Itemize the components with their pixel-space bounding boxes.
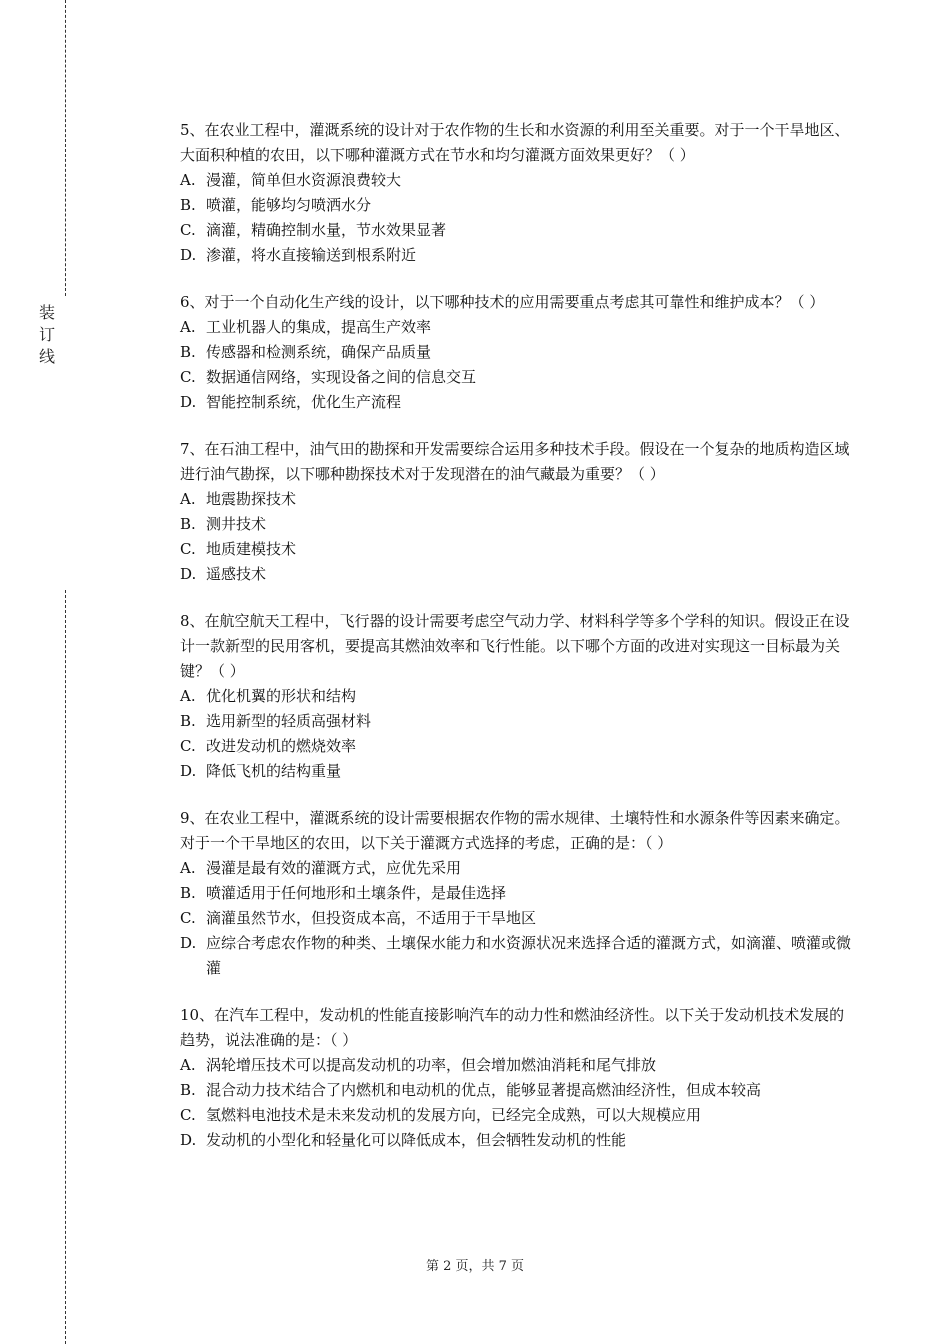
option-c <box>180 906 852 931</box>
binding-label-char: 线 <box>38 347 55 366</box>
option-letter: C. <box>180 737 196 755</box>
option-b <box>180 193 852 218</box>
option-text: 喷灌适用于任何地形和土壤条件，是最佳选择 <box>206 884 507 902</box>
option-d <box>180 759 852 784</box>
option-a <box>180 684 852 709</box>
option-letter: C. <box>180 1106 196 1124</box>
question-stem: 9、在农业工程中，灌溉系统的设计需要根据农作物的需水规律、土壤特性和水源条件等因素来确定。对于一个干旱地区的农田，以下关于灌溉方式选择的考虑，正确的是：（ ） <box>180 809 850 852</box>
option-letter: A. <box>180 687 196 705</box>
option-letter: A. <box>180 1056 196 1074</box>
option-text: 氢燃料电池技术是未来发动机的发展方向，已经完全成熟，可以大规模应用 <box>206 1106 702 1124</box>
option-b <box>180 512 852 537</box>
option-letter: A. <box>180 171 196 189</box>
option-text: 选用新型的轻质高强材料 <box>206 712 372 730</box>
option-letter: D. <box>180 393 197 411</box>
option-letter: D. <box>180 762 197 780</box>
page-footer <box>0 1258 950 1276</box>
option-text: 地震勘探技术 <box>206 490 297 508</box>
question-6 <box>180 290 852 415</box>
option-text: 降低飞机的结构重量 <box>206 762 342 780</box>
option-letter: B. <box>180 712 196 730</box>
binding-label-char: 订 <box>38 325 55 344</box>
option-letter: A. <box>180 490 196 508</box>
option-c <box>180 365 852 390</box>
option-text: 传感器和检测系统，确保产品质量 <box>206 343 432 361</box>
option-b <box>180 1078 852 1103</box>
question-9 <box>180 806 852 981</box>
question-7 <box>180 437 852 587</box>
question-stem: 10、在汽车工程中，发动机的性能直接影响汽车的动力性和燃油经济性。以下关于发动机技术发展的趋势，说法准确的是：（ ） <box>180 1006 845 1049</box>
option-letter: C. <box>180 909 196 927</box>
question-stem: 7、在石油工程中，油气田的勘探和开发需要综合运用多种技术手段。假设在一个复杂的地质构造区域进行油气勘探，以下哪种勘探技术对于发现潜在的油气藏最为重要？（ ） <box>180 440 850 483</box>
option-d <box>180 931 852 981</box>
option-letter: B. <box>180 1081 196 1099</box>
question-8 <box>180 609 852 784</box>
option-b <box>180 881 852 906</box>
option-a <box>180 1053 852 1078</box>
option-a <box>180 856 852 881</box>
option-letter: C. <box>180 540 196 558</box>
option-d <box>180 390 852 415</box>
option-text: 渗灌，将水直接输送到根系附近 <box>206 246 417 264</box>
option-a <box>180 487 852 512</box>
option-c <box>180 1103 852 1128</box>
option-text: 智能控制系统，优化生产流程 <box>206 393 402 411</box>
binding-dashed-line-top <box>65 0 66 296</box>
question-5 <box>180 118 852 268</box>
option-letter: C. <box>180 368 196 386</box>
option-text: 混合动力技术结合了内燃机和电动机的优点，能够显著提高燃油经济性，但成本较高 <box>206 1081 762 1099</box>
option-c <box>180 537 852 562</box>
option-b <box>180 709 852 734</box>
option-a <box>180 315 852 340</box>
option-letter: D. <box>180 1131 197 1149</box>
question-stem: 5、在农业工程中，灌溉系统的设计对于农作物的生长和水资源的利用至关重要。对于一个干旱地区、大面积种植的农田，以下哪种灌溉方式在节水和均匀灌溉方面效果更好？（ ） <box>180 121 850 164</box>
option-letter: B. <box>180 343 196 361</box>
binding-label-char: 装 <box>38 303 55 322</box>
option-letter: B. <box>180 884 196 902</box>
option-text: 测井技术 <box>206 515 267 533</box>
option-text: 涡轮增压技术可以提高发动机的功率，但会增加燃油消耗和尾气排放 <box>206 1056 657 1074</box>
option-d <box>180 1128 852 1153</box>
option-text: 应综合考虑农作物的种类、土壤保水能力和水资源状况来选择合适的灌溉方式，如滴灌、喷灌或微灌 <box>206 934 852 977</box>
option-text: 数据通信网络，实现设备之间的信息交互 <box>206 368 477 386</box>
option-text: 滴灌，精确控制水量，节水效果显著 <box>206 221 447 239</box>
option-c <box>180 218 852 243</box>
option-letter: A. <box>180 318 196 336</box>
question-list <box>180 118 852 1175</box>
option-a <box>180 168 852 193</box>
question-10 <box>180 1003 852 1153</box>
option-letter: C. <box>180 221 196 239</box>
question-stem: 8、在航空航天工程中，飞行器的设计需要考虑空气动力学、材料科学等多个学科的知识。假设正在设计一款新型的民用客机，要提高其燃油效率和飞行性能。以下哪个方面的改进对实现这一目标最为关键？（ ） <box>180 612 850 680</box>
option-text: 发动机的小型化和轻量化可以降低成本，但会牺牲发动机的性能 <box>206 1131 627 1149</box>
option-letter: D. <box>180 934 197 952</box>
option-d <box>180 243 852 268</box>
option-text: 工业机器人的集成，提高生产效率 <box>206 318 432 336</box>
option-letter: D. <box>180 565 197 583</box>
option-letter: A. <box>180 859 196 877</box>
question-stem: 6、对于一个自动化生产线的设计，以下哪种技术的应用需要重点考虑其可靠性和维护成本？（ ） <box>180 293 825 311</box>
binding-label <box>38 302 56 368</box>
option-text: 地质建模技术 <box>206 540 297 558</box>
option-text: 滴灌虽然节水，但投资成本高，不适用于干旱地区 <box>206 909 537 927</box>
option-text: 漫灌，简单但水资源浪费较大 <box>206 171 402 189</box>
page-number: 第 2 页，共 7 页 <box>425 1259 525 1274</box>
option-text: 喷灌，能够均匀喷洒水分 <box>206 196 372 214</box>
option-text: 优化机翼的形状和结构 <box>206 687 357 705</box>
option-b <box>180 340 852 365</box>
option-text: 遥感技术 <box>206 565 267 583</box>
option-letter: D. <box>180 246 197 264</box>
option-text: 改进发动机的燃烧效率 <box>206 737 357 755</box>
option-text: 漫灌是最有效的灌溉方式，应优先采用 <box>206 859 462 877</box>
option-letter: B. <box>180 515 196 533</box>
option-letter: B. <box>180 196 196 214</box>
binding-dashed-line-bottom <box>65 590 66 1344</box>
option-c <box>180 734 852 759</box>
option-d <box>180 562 852 587</box>
